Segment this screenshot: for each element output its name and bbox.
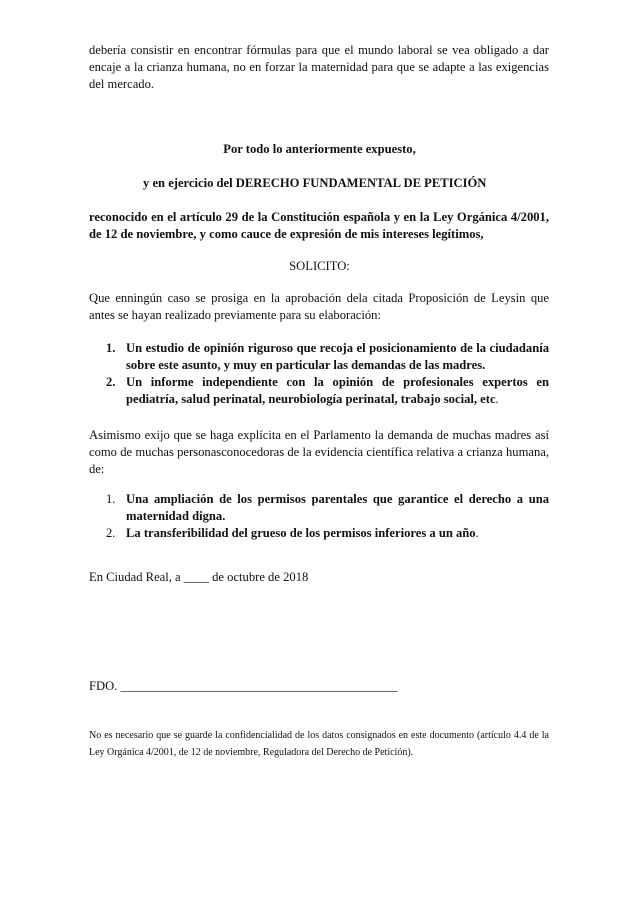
footnote: No es necesario que se guarde la confidencialidad de los datos consignados en este documento (artículo 4.4 de la Ley Orgánica 4/2001, de 12 de noviembre, Reguladora del Derecho de Petición). xyxy=(89,730,549,758)
list-number: 2. xyxy=(106,526,116,540)
demands-list xyxy=(89,491,549,542)
list-item xyxy=(89,374,549,408)
solicito-heading: SOLICITO: xyxy=(289,259,350,273)
also-paragraph: Asimismo exijo que se haga explícita en el Parlamento la demanda de muchas madres así como de muchas personasconocedoras de la evidencia científica relativa a crianza humana, de: xyxy=(89,428,549,476)
intro-paragraph: debería consistir en encontrar fórmulas para que el mundo laboral se vea obligado a dar encaje a la crianza humana, no en forzar la maternidad para que se adapte a las exigencias del mercado. xyxy=(89,43,549,91)
list-item-text: Un estudio de opinión riguroso que recoja el posicionamiento de la ciudadanía sobre este asunto, y muy en particular las demandas de las madres. xyxy=(126,341,549,372)
list-item-suffix: . xyxy=(475,526,479,540)
heading-reconocido: reconocido en el artículo 29 de la Constitución española y en la Ley Orgánica 4/2001, de 12 de noviembre, y como cauce de expresión de mis intereses legítimos, xyxy=(89,210,549,241)
list-item xyxy=(89,525,549,542)
list-item-text: La transferibilidad del grueso de los permisos inferiores a un año xyxy=(126,526,476,540)
heading-expuesto: Por todo lo anteriormente expuesto, xyxy=(223,142,416,156)
list-item-text: Un informe independiente con la opinión de profesionales expertos en pediatría, salud perinatal, neurobiología perinatal, trabajo social, etc xyxy=(126,375,549,406)
list-number: 2. xyxy=(106,375,116,389)
list-item xyxy=(89,491,549,525)
request-paragraph: Que enningún caso se prosiga en la aprobación dela citada Proposición de Leysin que antes se hayan realizado previamente para su elaboración: xyxy=(89,291,549,322)
list-number: 1. xyxy=(106,492,116,506)
list-item-suffix: . xyxy=(495,392,499,406)
list-item-text: Una ampliación de los permisos parentales que garantice el derecho a una maternidad digna. xyxy=(126,492,549,523)
list-item xyxy=(89,340,549,374)
request-list xyxy=(89,340,549,408)
heading-derecho-peticion: y en ejercicio del DERECHO FUNDAMENTAL DE PETICIÓN xyxy=(143,176,487,190)
list-number: 1. xyxy=(106,341,116,355)
place-date: En Ciudad Real, a ____ de octubre de 2018 xyxy=(89,570,309,584)
signature-line: FDO. ____________________________________________ xyxy=(89,679,398,693)
